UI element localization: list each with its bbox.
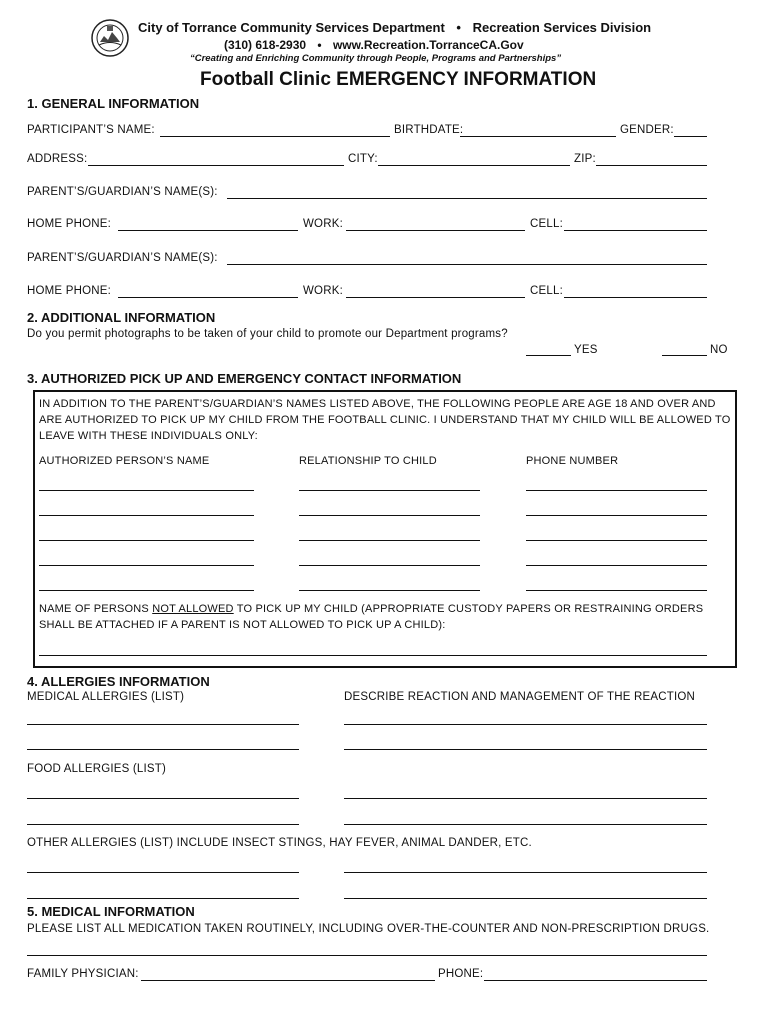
address-label: ADDRESS: <box>27 153 88 165</box>
pickup-phone-field-3[interactable] <box>526 540 707 541</box>
gender-label: GENDER: <box>620 124 674 136</box>
pickup-relationship-field-1[interactable] <box>299 490 480 491</box>
home-phone-2-field[interactable] <box>118 297 298 298</box>
pickup-name-field-3[interactable] <box>39 540 254 541</box>
cell-1-label: CELL: <box>530 218 563 230</box>
col-header-phone: PHONE NUMBER <box>526 455 619 467</box>
medication-field[interactable] <box>27 955 707 956</box>
header-line2 <box>224 38 524 52</box>
birthdate-field[interactable] <box>460 136 616 137</box>
not-allowed-pre: NAME OF PERSONS <box>39 603 153 615</box>
medical-allergy-field-1[interactable] <box>27 724 299 725</box>
physician-label: FAMILY PHYSICIAN: <box>27 968 139 980</box>
pickup-relationship-field-5[interactable] <box>299 590 480 591</box>
address-field[interactable] <box>88 165 344 166</box>
pickup-name-field-1[interactable] <box>39 490 254 491</box>
photo-yes-label: YES <box>574 344 598 356</box>
participant-name-label: PARTICIPANT’S NAME: <box>27 124 155 136</box>
pickup-relationship-field-3[interactable] <box>299 540 480 541</box>
work-1-label: WORK: <box>303 218 343 230</box>
pickup-name-field-4[interactable] <box>39 565 254 566</box>
cell-1-field[interactable] <box>564 230 707 231</box>
cell-2-label: CELL: <box>530 285 563 297</box>
birthdate-label: BIRTHDATE: <box>394 124 464 136</box>
header-tagline: “Creating and Enriching Community through People, Programs and Partnerships” <box>190 53 562 64</box>
work-2-field[interactable] <box>346 297 525 298</box>
pickup-phone-field-5[interactable] <box>526 590 707 591</box>
other-reaction-field-1[interactable] <box>344 872 707 873</box>
pickup-name-field-5[interactable] <box>39 590 254 591</box>
header-bullet-2: • <box>317 38 322 52</box>
col-header-name: AUTHORIZED PERSON’S NAME <box>39 455 210 467</box>
photo-no-label: NO <box>710 344 728 356</box>
other-allergies-label: OTHER ALLERGIES (LIST) INCLUDE INSECT STINGS, HAY FEVER, ANIMAL DANDER, ETC. <box>27 837 532 849</box>
section-allergies-heading: 4. ALLERGIES INFORMATION <box>27 674 210 689</box>
medical-allergies-label: MEDICAL ALLERGIES (LIST) <box>27 691 185 703</box>
participant-name-field[interactable] <box>160 136 390 137</box>
guardian-1-label: PARENT’S/GUARDIAN’S NAME(S): <box>27 186 218 198</box>
city-seal-logo <box>90 18 130 58</box>
section-pickup-heading: 3. AUTHORIZED PICK UP AND EMERGENCY CONTACT INFORMATION <box>27 371 462 386</box>
reaction-label: DESCRIBE REACTION AND MANAGEMENT OF THE REACTION <box>344 691 696 703</box>
cell-2-field[interactable] <box>564 297 707 298</box>
other-allergy-field-1[interactable] <box>27 872 299 873</box>
header-department: City of Torrance Community Services Department <box>138 20 445 35</box>
col-header-relationship: RELATIONSHIP TO CHILD <box>299 455 437 467</box>
other-allergy-field-2[interactable] <box>27 898 299 899</box>
not-allowed-emphasis: NOT ALLOWED <box>152 603 234 615</box>
pickup-phone-field-1[interactable] <box>526 490 707 491</box>
work-1-field[interactable] <box>346 230 525 231</box>
pickup-phone-field-4[interactable] <box>526 565 707 566</box>
home-phone-2-label: HOME PHONE: <box>27 285 111 297</box>
home-phone-1-label: HOME PHONE: <box>27 218 111 230</box>
food-allergies-label: FOOD ALLERGIES (LIST) <box>27 763 167 775</box>
zip-field[interactable] <box>596 165 707 166</box>
header-bullet: • <box>456 20 461 35</box>
gender-field[interactable] <box>674 136 707 137</box>
home-phone-1-field[interactable] <box>118 230 298 231</box>
physician-phone-field[interactable] <box>484 980 707 981</box>
guardian-1-field[interactable] <box>227 198 707 199</box>
medication-instruction: PLEASE LIST ALL MEDICATION TAKEN ROUTINELY, INCLUDING OVER-THE-COUNTER AND NON-PRESCRIPTION DRUGS. <box>27 923 710 935</box>
pickup-phone-field-2[interactable] <box>526 515 707 516</box>
food-allergy-field-2[interactable] <box>27 824 299 825</box>
city-seal-icon <box>90 18 130 58</box>
other-reaction-field-2[interactable] <box>344 898 707 899</box>
medical-reaction-field-1[interactable] <box>344 724 707 725</box>
photo-yes-field[interactable] <box>526 355 571 356</box>
not-allowed-statement <box>39 601 719 633</box>
pickup-relationship-field-4[interactable] <box>299 565 480 566</box>
section-medical-heading: 5. MEDICAL INFORMATION <box>27 904 195 919</box>
food-reaction-field-1[interactable] <box>344 798 707 799</box>
section-additional-heading: 2. ADDITIONAL INFORMATION <box>27 310 216 325</box>
city-label: CITY: <box>348 153 378 165</box>
pickup-name-field-2[interactable] <box>39 515 254 516</box>
pickup-relationship-field-2[interactable] <box>299 515 480 516</box>
zip-label: ZIP: <box>574 153 596 165</box>
photo-no-field[interactable] <box>662 355 707 356</box>
not-allowed-field[interactable] <box>39 655 707 656</box>
header-division: Recreation Services Division <box>472 20 652 35</box>
physician-field[interactable] <box>141 980 435 981</box>
medical-reaction-field-2[interactable] <box>344 749 707 750</box>
not-allowed-post: TO PICK UP MY CHILD (APPROPRIATE CUSTODY PAPERS OR RESTRAINING ORDERS SHALL BE ATTACHED IF A PARENT IS NOT ALLOWED TO PICK UP A CHILD): <box>39 603 704 631</box>
guardian-2-label: PARENT’S/GUARDIAN’S NAME(S): <box>27 252 218 264</box>
work-2-label: WORK: <box>303 285 343 297</box>
photo-permission-question: Do you permit photographs to be taken of your child to promote our Department programs? <box>27 328 508 340</box>
city-field[interactable] <box>378 165 570 166</box>
section-general-heading: 1. GENERAL INFORMATION <box>27 96 200 111</box>
header-website: www.Recreation.TorranceCA.Gov <box>332 38 524 52</box>
header-line1 <box>138 20 651 35</box>
header-phone: (310) 618-2930 <box>224 38 307 52</box>
physician-phone-label: PHONE: <box>438 968 484 980</box>
food-reaction-field-2[interactable] <box>344 824 707 825</box>
medical-allergy-field-2[interactable] <box>27 749 299 750</box>
guardian-2-field[interactable] <box>227 264 707 265</box>
form-title: Football Clinic EMERGENCY INFORMATION <box>200 69 597 90</box>
food-allergy-field-1[interactable] <box>27 798 299 799</box>
pickup-statement: IN ADDITION TO THE PARENT’S/GUARDIAN’S NAMES LISTED ABOVE, THE FOLLOWING PEOPLE ARE AGE 18 AND OVER AND ARE AUTHORIZED TO PICK UP MY CHILD FROM THE FOOTBALL CLINIC. I UNDERSTAND THAT MY CHILD WILL BE ALLOWED TO LEAVE WITH THESE INDIVIDUALS ONLY: <box>39 398 731 442</box>
